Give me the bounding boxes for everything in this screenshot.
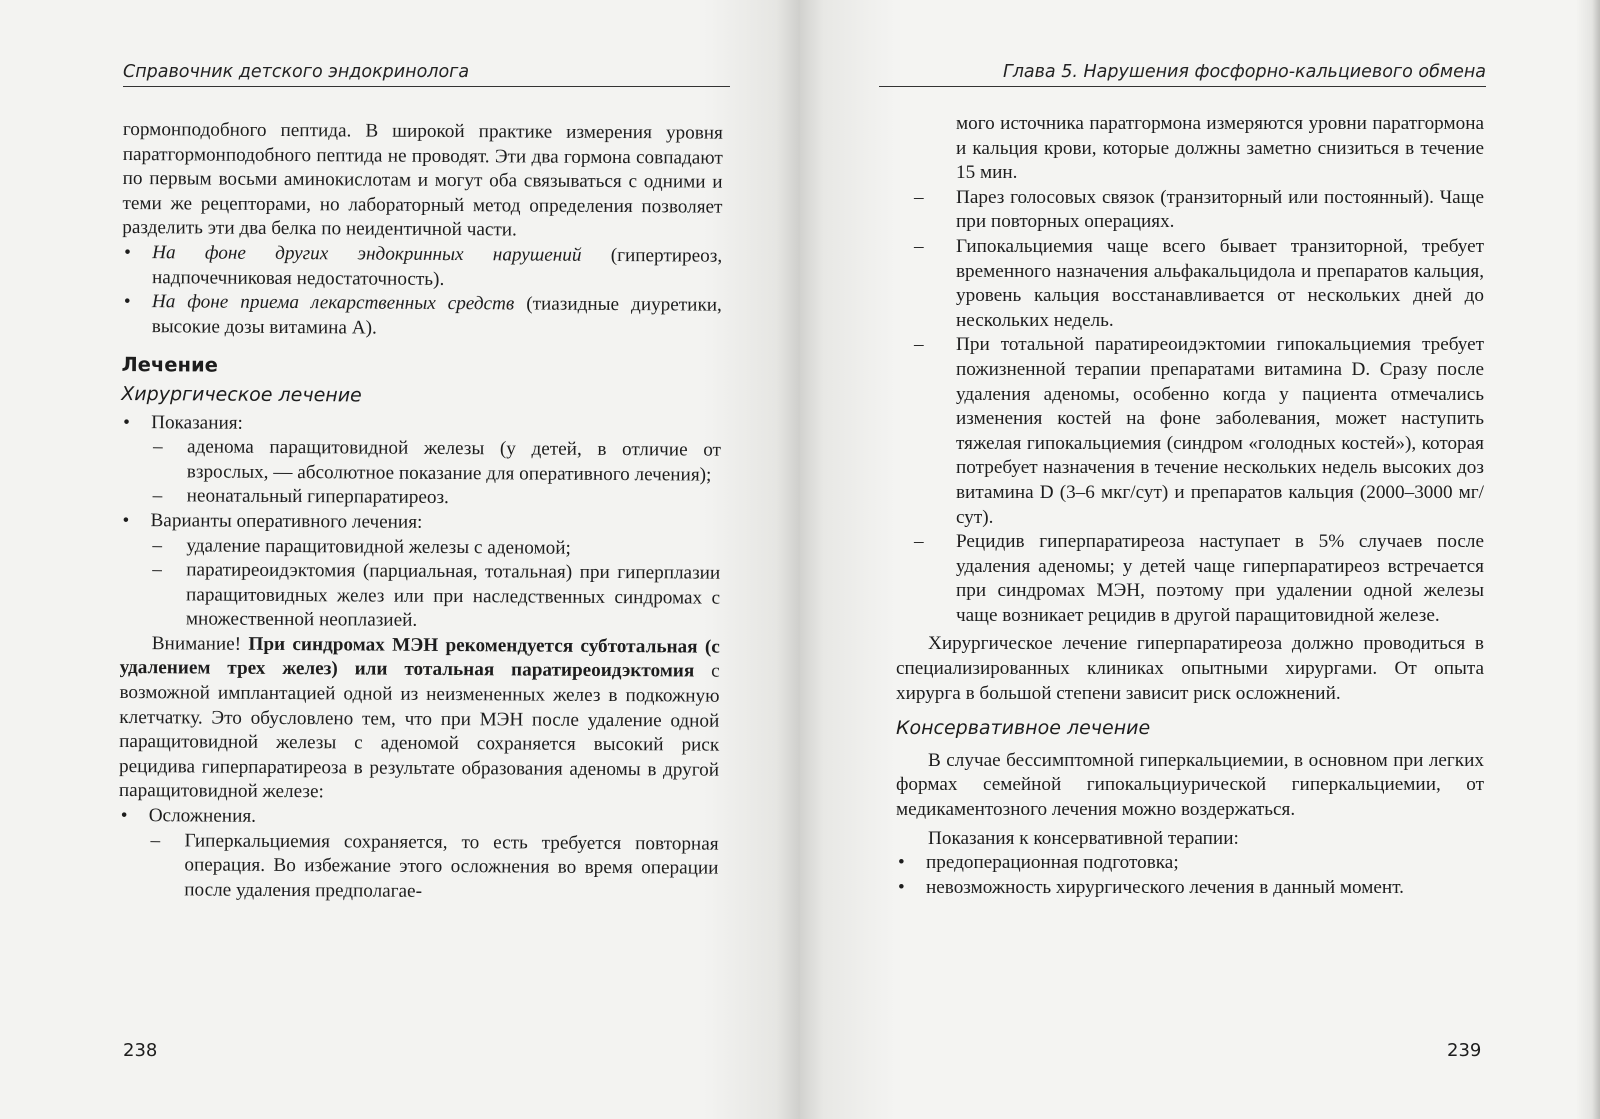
list-item: – паратиреоидэктомия (парциальная, тотальная) при гиперплазии паращитовидных желез или при наследственных синдромах с множественной неоплазией. xyxy=(150,558,720,635)
right-page-body xyxy=(896,112,1484,900)
attention-paragraph xyxy=(119,632,720,808)
list-item xyxy=(118,804,719,906)
indications-label: Показания к консервативной терапии: xyxy=(928,827,1239,849)
surgery-note: Хирургическое лечение гиперпаратиреоза должно проводиться в специализированных клиниках опытными хирургами. От опыта хирурга в большой степени зависит риск осложнений. xyxy=(896,633,1484,704)
dash-list-indications xyxy=(151,435,721,512)
list-item: – При тотальной паратиреоидэктомии гипокальциемия требует пожизненной терапии препаратами витамина D. Сразу после удаления аденомы, особенно когда у пациента отмечались изменения костей на фоне заболевания, может наступить тяжелая гипокальциемия (синдром «голодных костей»), которая потребует назначения в течение нескольких недель высоких доз витамина D (3–6 мкг/сут) и препаратов кальция (2000–3000 мг/сут). xyxy=(896,333,1484,530)
continued-item xyxy=(896,112,1484,186)
bullet-text: (гипертиреоз, надпочечниковая недостаточность). xyxy=(151,244,723,290)
bullet-list-complications xyxy=(118,804,719,906)
list-item: • невозможность хирургического лечения в данный момент. xyxy=(896,876,1484,901)
left-page-body xyxy=(118,118,723,906)
list-item: – аденома паращитовидной железы (у детей, в отличие от взрослых, — абсолютное показание для оперативного лечения); xyxy=(151,435,721,488)
dash-list-variants xyxy=(150,534,721,636)
page-number-left: 238 xyxy=(123,1040,158,1061)
list-item: – Гиперкальциемия сохраняется, то есть требуется повторная операция. Во избежание этого осложнения во время операции после удаления предполагае- xyxy=(148,829,718,906)
dash-list-complications xyxy=(148,829,718,906)
attention-bold: При синдромах МЭН рекомендуется субтотальная (с удалением трех желез) или тотальная паратиреоидэктомия xyxy=(119,633,720,682)
paragraph-intro: гормонподобного пептида. В широкой практике измерения уровня паратгормонподобного пептида не проводят. Эти два гормона совпадают по первым восьми аминокислотам и могут оба связываться с одними и теми же рецепторами, но лабораторный метод определения позволяет разделить эти два белка по неидентичной части. xyxy=(122,118,723,241)
indications-label: Показания: xyxy=(151,411,244,434)
list-item: мого источника паратгормона измеряются уровни паратгормона и кальция крови, которые должны заметно снизиться в течение 15 мин. xyxy=(956,113,1484,184)
list-item: – удаление паращитовидной железы с аденомой; xyxy=(150,534,720,562)
bullet-text: (тиазидные диуретики, высокие дозы витамина А). xyxy=(151,293,722,339)
attention-rest: с возможной имплантацией одной из неизмененных желез в подкожную клетчатку. Это обусловлено тем, что при МЭН после удаление одной паращитовидной железы с аденомой сохраняется высокий риск рецидива гиперпаратиреоза в результате образования аденомы в другой паращитовидной железе: xyxy=(118,660,720,803)
list-item: • предоперационная подготовка; xyxy=(896,851,1484,876)
running-head-left: Справочник детского эндокринолога xyxy=(123,62,730,87)
subsection-heading: Консервативное лечение xyxy=(896,717,1151,740)
list-item xyxy=(122,290,722,343)
running-head-right: Глава 5. Нарушения фосфорно-кальциевого обмена xyxy=(879,62,1486,87)
bullet-list-surgery xyxy=(120,411,721,636)
conservative-paragraph: В случае бессимптомной гиперкальциемии, в основном при легких формах семейной гипокальциурической гиперкальциемии, от медикаментозного лечения можно воздержаться. xyxy=(896,749,1484,821)
variants-label: Варианты оперативного лечения: xyxy=(150,510,423,533)
list-item: – Гипокальциемия чаще всего бывает транзиторной, требует временного назначения альфакальцидола и препаратов кальция, уровень кальция восстанавливается от нескольких дней до нескольких недель. xyxy=(896,235,1484,333)
subsection-heading: Хирургическое лечение xyxy=(121,382,362,407)
list-item xyxy=(122,241,722,294)
bullet-italic: На фоне других эндокринных нарушений xyxy=(152,242,582,266)
dash-list-complications-cont xyxy=(896,186,1484,629)
bullet-list-conservative xyxy=(896,851,1484,900)
section-heading: Лечение xyxy=(121,353,218,377)
list-item xyxy=(120,509,721,636)
right-page xyxy=(800,0,1600,1119)
complications-label: Осложнения. xyxy=(148,805,257,827)
list-item xyxy=(121,411,722,513)
list-item: – Парез голосовых связок (транзиторный или постоянный). Чаще при повторных операциях. xyxy=(896,186,1484,235)
list-item: – Рецидив гиперпаратиреоза наступает в 5% случаев после удаления аденомы; у детей чаще гиперпаратиреоз встречается при синдромах МЭН, поэтому при удалении одной железы чаще возникает рецидив в другой паращитовидной железе. xyxy=(896,530,1484,628)
page-number-right: 239 xyxy=(1447,1040,1482,1061)
bullet-italic: На фоне приема лекарственных средств xyxy=(151,291,515,315)
bullet-list-causes xyxy=(122,241,723,343)
list-item: – неонатальный гиперпаратиреоз. xyxy=(151,484,721,512)
attention-lead: Внимание! xyxy=(151,633,242,655)
